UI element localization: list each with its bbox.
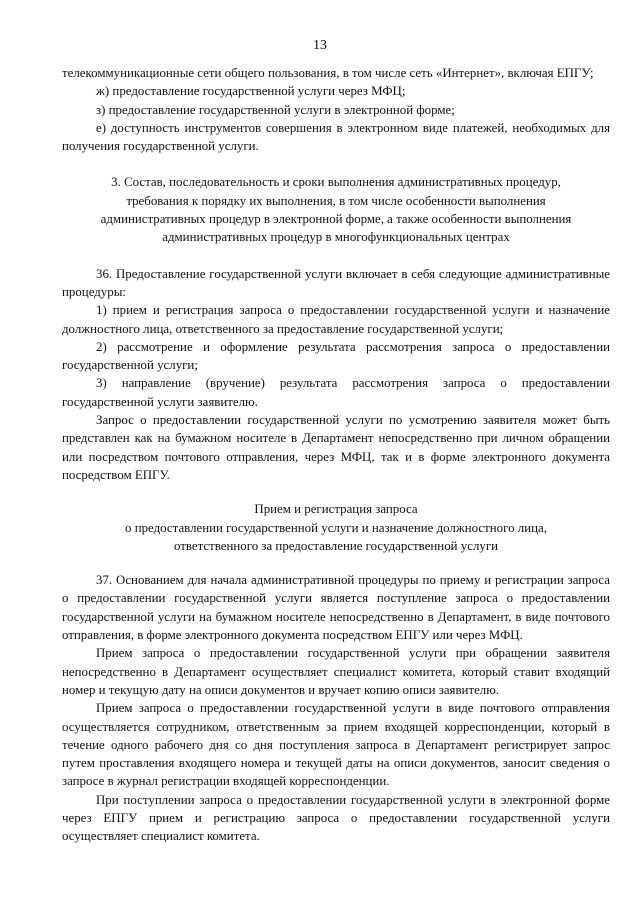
subsection-heading — [62, 500, 610, 555]
paragraph-37: 37. Основанием для начала административной процедуры по приему и регистрации запроса о предоставлении государственной услуги является поступление запроса о предоставлении государственной услуги на бумажном носителе непосредственно в Департамент, в виде почтового отправления, в форме электронного документа посредством ЕПГУ или через МФЦ. — [62, 573, 610, 643]
section-heading-line: административных процедур в многофункциональных центрах — [162, 230, 510, 245]
subsection-heading-line: ответственного за предоставление государственной услуги — [173, 538, 499, 553]
paragraph-postal: Прием запроса о предоставлении государственной услуги в виде почтового отправления осуществляется сотрудником, ответственным за прием входящей корреспонденции, который в течение одного рабочего дня со дня поступления запроса в Департамент регистрирует запрос путем проставления входящего номера и текущей даты на описи документов, заносит сведения о запросе в журнал регистрации входящей корреспонденции. — [62, 701, 610, 789]
list-item-z: з) предоставление государственной услуги в электронной форме; — [96, 102, 455, 117]
subsection-heading-line: Прием и регистрация запроса — [254, 502, 418, 517]
paragraph-electronic: При поступлении запроса о предоставлении государственной услуги в электронной форме через ЕПГУ прием и регистрацию запроса о предоставлении государственной услуги осуществляет специалист комитета. — [62, 792, 610, 844]
page-content — [62, 64, 610, 846]
list-item-zh: ж) предоставление государственной услуги через МФЦ; — [96, 84, 406, 99]
procedure-item-1: 1) прием и регистрация запроса о предоставлении государственной услуги и назначение должностного лица, ответственного за предоставление государственной услуги; — [62, 303, 610, 336]
procedure-item-2: 2) рассмотрение и оформление результата рассмотрения запроса о предоставлении государственной услуги; — [62, 339, 610, 373]
section-heading-line: административных процедур в электронной форме, а также особенности выполнения — [100, 212, 572, 227]
section-heading-line: 3. Состав, последовательность и сроки выполнения административных процедур, — [111, 175, 561, 190]
paragraph-36: 36. Предоставление государственной услуги включает в себя следующие административные процедуры: — [62, 266, 610, 299]
list-item-e: е) доступность инструментов совершения в электронном виде платежей, необходимых для получения государственной услуги. — [62, 120, 610, 154]
subsection-heading-line: о предоставлении государственной услуги и назначение должностного лица, — [125, 520, 547, 535]
page-number: 13 — [313, 38, 327, 53]
paragraph-continuation: телекоммуникационные сети общего пользования, в том числе сеть «Интернет», включая ЕПГУ; — [62, 66, 594, 80]
paragraph-in-person: Прием запроса о предоставлении государственной услуги при обращении заявителя непосредственно в Департамент осуществляет специалист комитета, который ставит входящий номер и текущую дату на описи документов и вручает копию описи заявителю. — [62, 646, 610, 697]
paragraph-request-forms: Запрос о предоставлении государственной услуги по усмотрению заявителя может быть представлен как на бумажном носителе в Департамент непосредственно при личном обращении или посредством почтового отправления, через МФЦ, так и в форме электронного документа посредством ЕПГУ. — [62, 413, 610, 482]
section-heading-line: требования к порядку их выполнения, в том числе особенности выполнения — [126, 193, 546, 208]
section-heading — [62, 173, 610, 246]
procedure-item-3: 3) направление (вручение) результата рассмотрения запроса о предоставлении государственной услуги заявителю. — [62, 376, 610, 409]
